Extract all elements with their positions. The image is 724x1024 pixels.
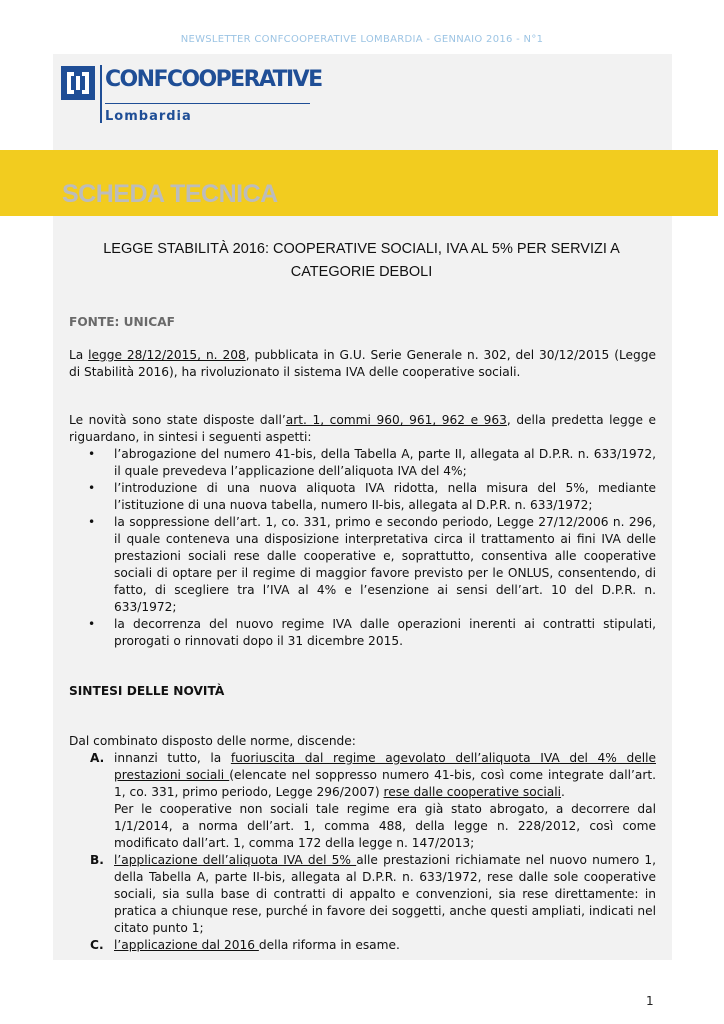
item-letter: A. [90, 751, 105, 765]
bullet-icon: • [88, 447, 96, 461]
newsletter-header: NEWSLETTER CONFCOOPERATIVE LOMBARDIA - GENNAIO 2016 - N°1 [180, 34, 544, 45]
list-item-c: C. l’applicazione dal 2016 della riforma in esame. [90, 938, 400, 952]
application-link[interactable]: l’applicazione dal 2016 [114, 938, 259, 952]
list-item-b: B. l’applicazione dell’aliquota IVA del 5% alle prestazioni richiamate nel nuovo numero 1, della Tabella A, parte II-bis, allegata al D.P.R. n. 633/1972, rese dalle sole cooperative sociali, sia sulla base di contratti di appalto e convenzioni, sia rese direttamente: in pratica a chiunque rese, purché in favore dei soggetti, anche questi ampliati, indicati nel citato punto 1; [90, 853, 656, 935]
cooperative-link[interactable]: rese dalle cooperative sociali [383, 785, 562, 799]
fonte-label: FONTE: UNICAF [69, 315, 175, 329]
regime-link[interactable]: fuoriuscita dal regime agevolato dell’aliquota IVA del 4% delle prestazioni sociali [114, 751, 656, 782]
item-letter: B. [90, 853, 104, 867]
list-item: • l’introduzione di una nuova aliquota IVA ridotta, nella misura del 5%, mediante l’istituzione di una nuova tabella, numero II-bis, allegata al D.P.R. n. 633/1972; [88, 481, 656, 512]
bullet-icon: • [88, 617, 96, 631]
logo-divider [100, 65, 102, 123]
intro-post: , pubblicata in G.U. Serie Generale n. 302, del 30/12/2015 (Legge di Stabilità 2016), ha rivoluzionato il sistema IVA delle cooperative sociali. [69, 348, 657, 379]
iva-link[interactable]: l’applicazione dell’aliquota IVA del 5% [114, 853, 357, 867]
sintesi-list [69, 750, 656, 954]
logo-wordmark: CONFCOOPERATIVE [105, 67, 322, 92]
novita-pre: Le novità sono state disposte dall’ [69, 413, 286, 427]
law-link[interactable]: legge 28/12/2015, n. 208 [88, 348, 246, 362]
logo-subtitle: Lombardia [105, 109, 192, 124]
sintesi-heading: SINTESI DELLE NOVITÀ [69, 684, 225, 698]
novita-paragraph [69, 412, 656, 446]
page-number: 1 [646, 994, 654, 1008]
article-link[interactable]: art. 1, commi 960, 961, 962 e 963 [285, 413, 507, 427]
list-item: • la soppressione dell’art. 1, co. 331, primo e secondo periodo, Legge 27/12/2006 n. 296, il quale conteneva una disposizione interpretativa circa il trattamento ai fini IVA delle prestazioni sociali rese dalle cooperative e, soprattutto, consentiva alle cooperative sociali di optare per il regime di maggior favore previsto per le ONLUS, consentendo, di fatto, di scegliere tra l’IVA al 4% e l’esenzione ai sensi dell’art. 10 del D.P.R. n. 633/1972; [88, 515, 656, 614]
item-a-note: Per le cooperative non sociali tale regime era già stato abrogato, a decorrere dal 1/1/2014, a norma dell’art. 1, comma 488, della legge n. 228/2012, così come modificato dall’art. 1, comma 172 della legge n. 147/2013; [114, 802, 656, 850]
document-title [69, 238, 654, 284]
document-title-line2: CATEGORIE DEBOLI [290, 264, 433, 280]
intro-paragraph [69, 347, 656, 381]
sintesi-intro: Dal combinato disposto delle norme, discende: [69, 734, 356, 748]
bullet-icon: • [88, 515, 96, 529]
aspects-list [69, 446, 656, 650]
confcooperative-logo-icon [61, 66, 95, 100]
novita-post: , della predetta legge e riguardano, in sintesi i seguenti aspetti: [69, 413, 656, 444]
bullet-icon: • [88, 481, 96, 495]
document-title-line1: LEGGE STABILITÀ 2016: COOPERATIVE SOCIALI, IVA AL 5% PER SERVIZI A [103, 241, 620, 257]
list-item-a: A. innanzi tutto, la fuoriuscita dal regime agevolato dell’aliquota IVA del 4% delle prestazioni sociali (elencate nel soppresso numero 41-bis, così come integrate dall’art. 1, co. 331, primo periodo, Legge 296/2007) rese dalle cooperative sociali. Per le cooperative non sociali tale regime era già stato abrogato, a decorrere dal 1/1/2014, a norma dell’art. 1, comma 488, della legge n. 228/2012, così come modificato dall’art. 1, comma 172 della legge n. 147/2013; [90, 751, 656, 850]
intro-pre: La [69, 348, 89, 362]
confcooperative-logo [61, 63, 322, 129]
logo-rule [105, 103, 310, 104]
list-item: • l’abrogazione del numero 41-bis, della Tabella A, parte II, allegata al D.P.R. n. 633/1972, il quale prevedeva l’applicazione dell’aliquota IVA del 4%; [88, 447, 656, 478]
scheda-tecnica-title: SCHEDA TECNICA [62, 180, 278, 208]
item-letter: C. [90, 938, 104, 952]
list-item: • la decorrenza del nuovo regime IVA dalle operazioni inerenti ai contratti stipulati, prorogati o rinnovati dopo il 31 dicembre 2015. [88, 617, 656, 648]
